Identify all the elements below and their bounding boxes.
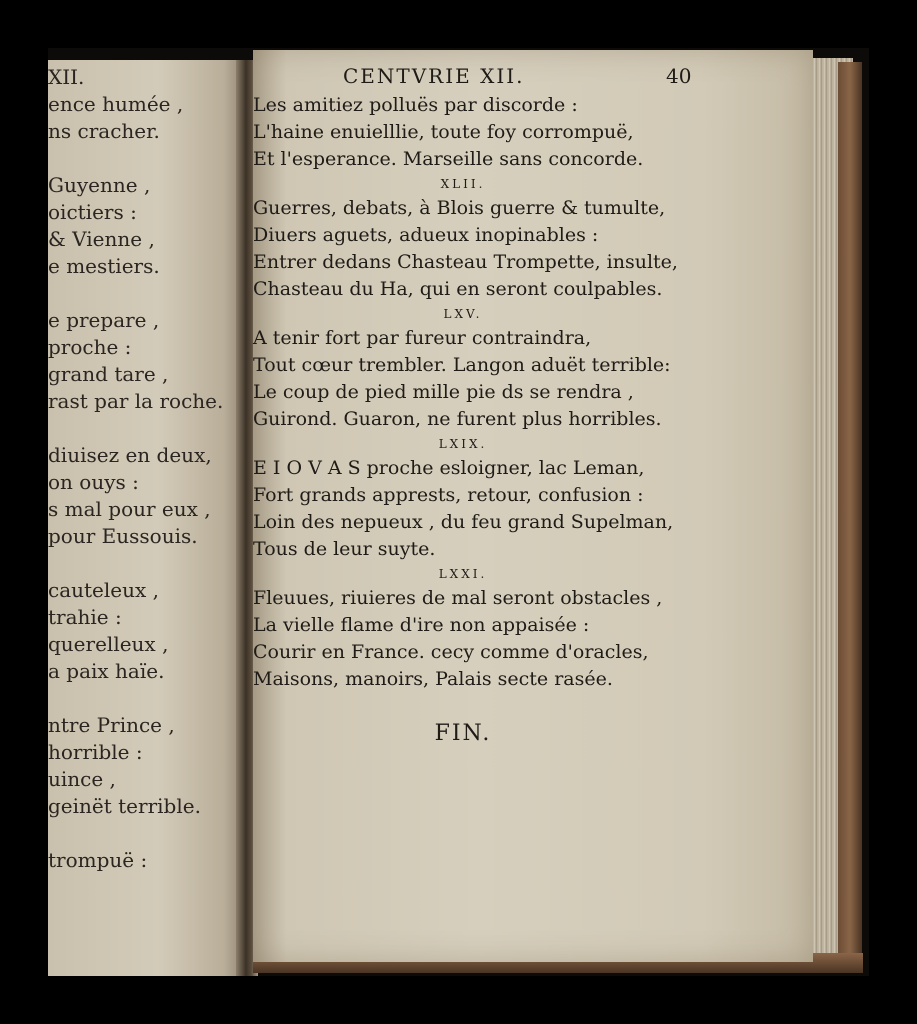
left-page-line: diuisez en deux, bbox=[48, 443, 212, 467]
cover-edge bbox=[838, 62, 862, 967]
left-page-line bbox=[48, 280, 248, 307]
verse-line: E I O V A S proche esloigner, lac Leman, bbox=[253, 457, 645, 479]
verse-line: Loin des nepueux , du feu grand Supelman, bbox=[253, 511, 674, 533]
left-page-line: e prepare , bbox=[48, 308, 160, 332]
quatrain bbox=[253, 585, 793, 693]
left-page-line: trompuë : bbox=[48, 848, 148, 872]
quatrain-numeral: LXIX. bbox=[438, 437, 488, 451]
left-page-line bbox=[48, 550, 248, 577]
left-page-line: ntre Prince , bbox=[48, 713, 175, 737]
left-page-line: s mal pour eux , bbox=[48, 497, 211, 521]
quatrains bbox=[253, 92, 793, 693]
left-page-line bbox=[48, 145, 248, 172]
left-page-line: grand tare , bbox=[48, 362, 169, 386]
left-page-line bbox=[48, 820, 248, 847]
verse-line: La vielle flame d'ire non appaisée : bbox=[253, 614, 590, 636]
verse-line: Tous de leur suyte. bbox=[253, 538, 436, 560]
left-page-line: geinët terrible. bbox=[48, 794, 201, 818]
left-page-line: proche : bbox=[48, 335, 132, 359]
page-header bbox=[253, 62, 793, 92]
left-page-line: cauteleux , bbox=[48, 578, 159, 602]
closing-fin: FIN. bbox=[434, 721, 492, 746]
quatrain-numeral: LXV. bbox=[443, 307, 483, 321]
left-page-line bbox=[48, 415, 248, 442]
left-page-line bbox=[48, 685, 248, 712]
verse-line: Guirond. Guaron, ne furent plus horribles. bbox=[253, 408, 662, 430]
left-page-line: uince , bbox=[48, 767, 116, 791]
book-photo bbox=[48, 48, 869, 976]
quatrain bbox=[253, 92, 793, 173]
quatrain-numeral: LXXI. bbox=[438, 567, 488, 581]
verse-line: L'haine enuielllie, toute foy corrompuë, bbox=[253, 121, 634, 143]
left-page-line: trahie : bbox=[48, 605, 122, 629]
left-page-line: a paix haïe. bbox=[48, 659, 165, 683]
left-page-line: on ouys : bbox=[48, 470, 139, 494]
verse-line: Tout cœur trembler. Langon aduët terrible: bbox=[253, 354, 671, 376]
quatrain bbox=[253, 325, 793, 433]
quatrain bbox=[253, 455, 793, 563]
verse-line: Chasteau du Ha, qui en seront coulpables. bbox=[253, 278, 663, 300]
verse-line: Et l'esperance. Marseille sans concorde. bbox=[253, 148, 644, 170]
left-page-line: & Vienne , bbox=[48, 227, 155, 251]
running-title: CENTVRIE XII. bbox=[343, 64, 525, 88]
left-page-line: XII. bbox=[48, 65, 85, 89]
verse-line: Fort grands apprests, retour, confusion : bbox=[253, 484, 644, 506]
left-page-line: ence humée , bbox=[48, 92, 184, 116]
left-page-line: querelleux , bbox=[48, 632, 169, 656]
page-number: 40 bbox=[666, 64, 692, 88]
left-page-line: oictiers : bbox=[48, 200, 137, 224]
left-page-line: pour Eussouis. bbox=[48, 524, 198, 548]
verse-line: Fleuues, riuieres de mal seront obstacles , bbox=[253, 587, 663, 609]
right-page-text bbox=[253, 62, 793, 746]
left-page-line: e mestiers. bbox=[48, 254, 160, 278]
verse-line: Le coup de pied mille pie ds se rendra , bbox=[253, 381, 634, 403]
quatrain bbox=[253, 195, 793, 303]
verse-line: Maisons, manoirs, Palais secte rasée. bbox=[253, 668, 613, 690]
quatrain-numeral: XLII. bbox=[440, 177, 486, 191]
left-page-text bbox=[48, 64, 248, 874]
verse-line: Courir en France. cecy comme d'oracles, bbox=[253, 641, 649, 663]
verse-line: Diuers aguets, adueux inopinables : bbox=[253, 224, 599, 246]
verse-line: Entrer dedans Chasteau Trompette, insulte, bbox=[253, 251, 678, 273]
left-page-line: horrible : bbox=[48, 740, 143, 764]
left-page-line: rast par la roche. bbox=[48, 389, 224, 413]
left-page-line: Guyenne , bbox=[48, 173, 151, 197]
verse-line: Guerres, debats, à Blois guerre & tumulte, bbox=[253, 197, 666, 219]
verse-line: Les amitiez polluës par discorde : bbox=[253, 94, 578, 116]
left-page-line: ns cracher. bbox=[48, 119, 160, 143]
verse-line: A tenir fort par fureur contraindra, bbox=[253, 327, 592, 349]
